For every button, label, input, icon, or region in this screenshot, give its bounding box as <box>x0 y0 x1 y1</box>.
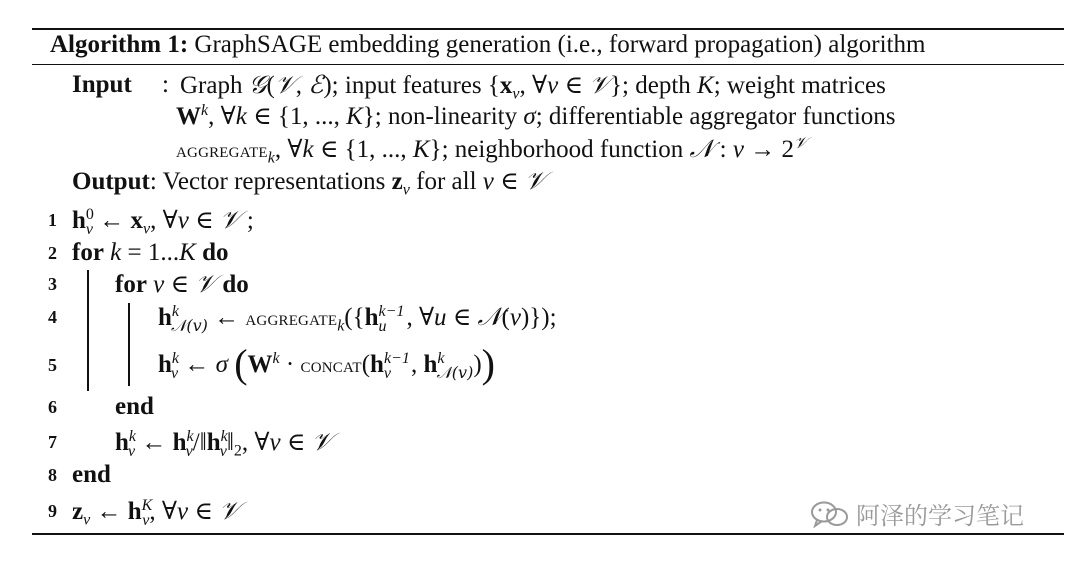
keyword-for: for <box>115 271 147 298</box>
input-label-row <box>72 70 132 100</box>
input-line-3: aggregate$_k$, ∀k ∈ {1, ..., K}; neighborhood function 𝒩 : $v \to 2^𝒱$ <box>176 133 808 167</box>
line-number: 4 <box>48 307 57 327</box>
input-graph-label: Graph <box>180 72 243 99</box>
algorithm-title <box>50 30 925 60</box>
line-number: 7 <box>48 432 57 452</box>
algorithm-label: Algorithm 1: <box>50 31 189 58</box>
wechat-icon <box>810 500 850 534</box>
line-number: 2 <box>48 243 57 263</box>
line-number: 9 <box>48 501 57 521</box>
input-depth-label: ; depth <box>622 72 691 99</box>
input-aggregators-label: ; differentiable aggregator functions <box>535 103 896 130</box>
keyword-end: end <box>115 393 154 420</box>
output-row: Output: Vector representations $z_v$ for all v ∈ 𝒱 <box>72 166 546 199</box>
input-nonlinearity-label: ; non-linearity <box>374 103 518 130</box>
output-text: Vector representations <box>162 168 386 195</box>
input-features-label: ; input features <box>331 72 482 99</box>
line-number: 1 <box>48 210 57 230</box>
algorithm-name: GraphSAGE embedding generation (i.e., forward propagation) algorithm <box>194 31 926 58</box>
keyword-for: for <box>72 239 104 266</box>
keyword-end: end <box>72 461 111 488</box>
output-label: Output <box>72 168 150 195</box>
keyword-do: do <box>202 239 229 266</box>
input-weights-label: ; weight matrices <box>713 72 886 99</box>
line-number: 8 <box>48 465 57 485</box>
watermark <box>810 496 1024 534</box>
input-line-2: $W^k$, ∀k ∈ {1, ..., K}; non-linearity σ; differentiable aggregator functions <box>176 102 896 130</box>
input-neighborhood-label: ; neighborhood function <box>441 136 684 163</box>
title-rule <box>32 64 1064 65</box>
watermark-text: 阿泽的学习笔记 <box>856 502 1024 530</box>
for-k-block-bar <box>87 270 89 391</box>
line-number: 6 <box>48 397 57 417</box>
input-line-1: : Graph 𝒢(𝒱, ℰ); input features {$x_v$, ∀v ∈ 𝒱}; depth K; weight matrices <box>162 70 886 103</box>
output-forall-text: for all <box>416 168 477 195</box>
line-number: 3 <box>48 274 57 294</box>
input-label: Input <box>72 71 132 98</box>
for-v-block-bar <box>128 303 130 386</box>
keyword-do: do <box>222 271 249 298</box>
line-number: 5 <box>48 355 57 375</box>
